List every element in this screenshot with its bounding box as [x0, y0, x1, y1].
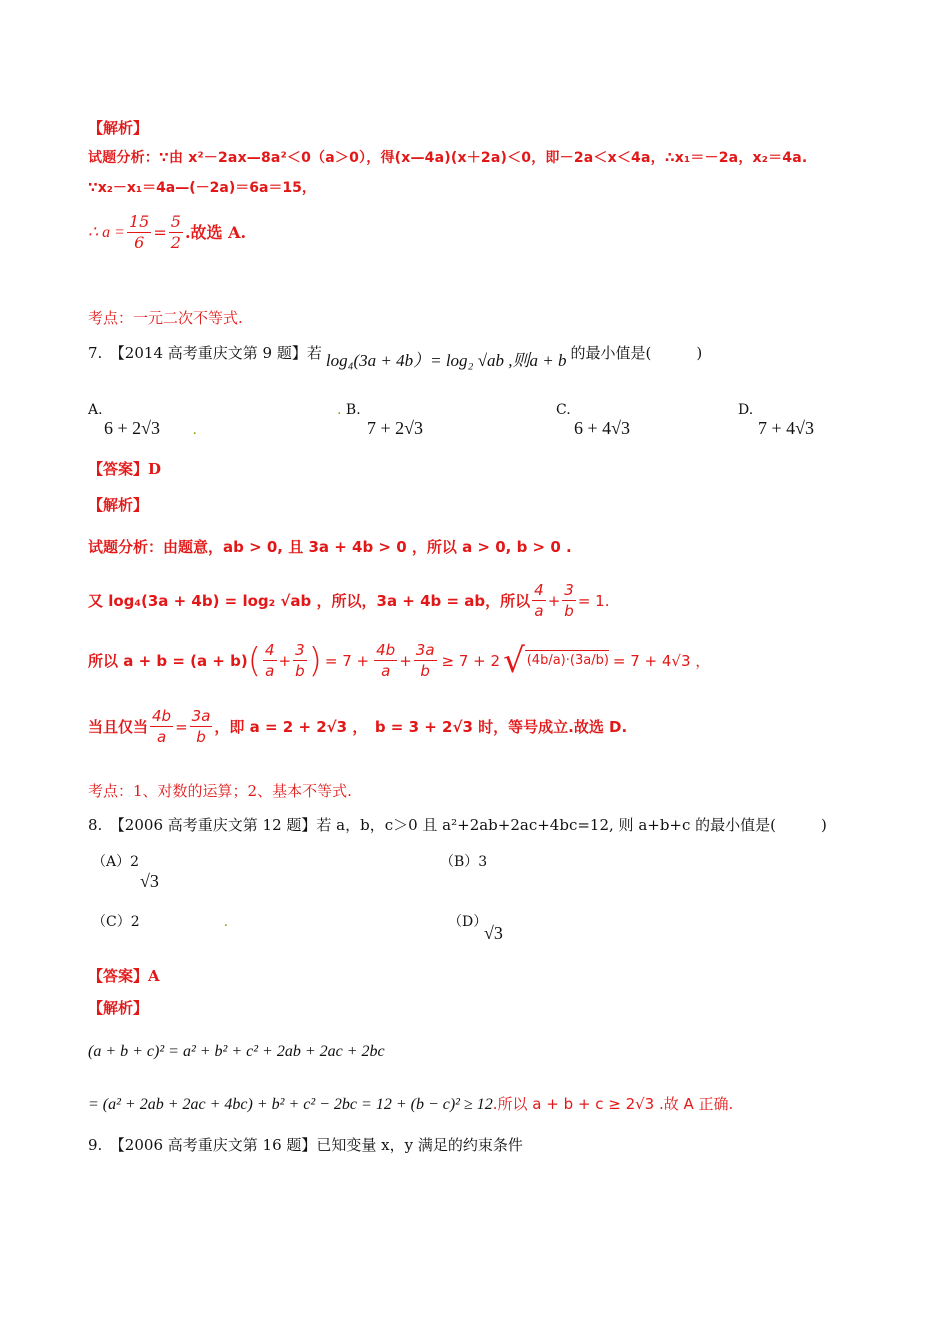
fraction: $\frac{4b}{a}$ — [376, 641, 396, 680]
option-8d: （D） √3 — [448, 914, 503, 943]
analysis-line-1: 试题分析：∵由 x²－2ax—8a²＜0（a＞0），得(x—4a)(x＋2a)＜0，即－2a＜x＜4a，∴x₁＝－2a，x₂＝4a. — [88, 150, 808, 166]
kaodian-7: 考点：1、对数的运算；2、基本不等式. — [88, 782, 352, 800]
question-9-stem: 9. 【2006 高考重庆文第 16 题】已知变量 x，y 满足的约束条件 — [88, 1136, 523, 1154]
analysis-heading-8: 【解析】 — [88, 999, 149, 1017]
fraction: $\frac{5}{2}$ — [170, 212, 181, 252]
sqrt-product: (4b/a)·(3a/b) — [525, 650, 609, 671]
option-d: D. 7 + 4√3 — [738, 402, 815, 438]
question-7-stem — [88, 343, 702, 371]
fraction: $\frac{3a}{b}$ — [191, 707, 211, 746]
option-b: . B. 7 + 2√3 — [337, 402, 424, 438]
fraction: $\frac{3}{b}$ — [295, 641, 305, 680]
option-8b: （B）3 — [440, 854, 488, 870]
analysis-8-line-1: (a + b + c)² = a² + b² + c² + 2ab + 2ac + 2bc — [88, 1043, 385, 1060]
analysis-heading: 【解析】 — [88, 119, 149, 137]
analysis-line-3 — [88, 212, 246, 253]
question-7-prefix: 7. 【2014 高考重庆文第 9 题】若 — [88, 344, 322, 362]
formula-text: ∴ a = — [88, 223, 125, 241]
analysis-8-line-2: = (a² + 2ab + 2ac + 4bc) + b² + c² − 2bc = 12 + (b − c)² ≥ 12.所以 a + b + c ≥ 2√3 .故 A 正确. — [88, 1095, 734, 1113]
answer-7: 【答案】D — [88, 460, 162, 478]
analysis-heading-7: 【解析】 — [88, 496, 149, 514]
question-7-suffix: 的最小值是( ) — [570, 344, 703, 362]
fraction: $\frac{4}{a}$ — [264, 641, 275, 680]
analysis-line-2: ∵x₂－x₁＝4a—(－2a)＝6a＝15， — [88, 180, 316, 196]
fraction: $\frac{3a}{b}$ — [415, 641, 435, 680]
analysis-7-line-2: 又 log₄(3a + 4b) = log₂ √ab ，所以，3a + 4b = ab，所以 $\frac{4}{a}$ + $\frac{3}{b}$ = 1. — [88, 581, 610, 620]
fraction: $\frac{4}{a}$ — [534, 581, 544, 620]
option-c: C. 6 + 4√3 — [556, 402, 631, 438]
question-7-expression: log₄(3a + 4b）= log₂ √ab ,则a + b — [325, 351, 567, 370]
option-8a: （A）2 √3 — [92, 854, 159, 891]
question-8-stem: 8. 【2006 高考重庆文第 12 题】若 a，b，c＞0 且 a²+2ab+2ac+4bc=12, 则 a+b+c 的最小值是( ) — [88, 816, 827, 834]
conclusion-text: .故选 A. — [184, 222, 247, 242]
analysis-7-line-3: 所以 a + b = (a + b) ( $\frac{4}{a}$ + $\frac{3}{b}$ ) = 7 + $\frac{4b}{a}$ + $\frac{3a}{b}$ ≥ 7 + 2 √ (4b/a)·(3a/b) = 7 + 4√3 ， — [88, 640, 711, 681]
option-a: A. 6 + 2√3 . — [88, 402, 197, 438]
answer-8: 【答案】A — [88, 967, 160, 985]
fraction: $\frac{15}{6}$ — [128, 212, 150, 252]
analysis-7-line-1: 试题分析：由题意，ab > 0, 且 3a + 4b > 0 ，所以 a > 0, b > 0 . — [88, 538, 572, 556]
option-8c: （C）2 . — [92, 914, 229, 930]
kaodian-1: 考点：一元二次不等式. — [88, 309, 243, 327]
analysis-7-line-4: 当且仅当 $\frac{4b}{a}$ = $\frac{3a}{b}$ ，即 a = 2 + 2√3 ， b = 3 + 2√3 时，等号成立.故选 D. — [88, 707, 628, 746]
fraction: $\frac{3}{b}$ — [564, 581, 574, 620]
fraction: $\frac{4b}{a}$ — [152, 707, 172, 746]
equals-sign: = — [153, 222, 167, 242]
